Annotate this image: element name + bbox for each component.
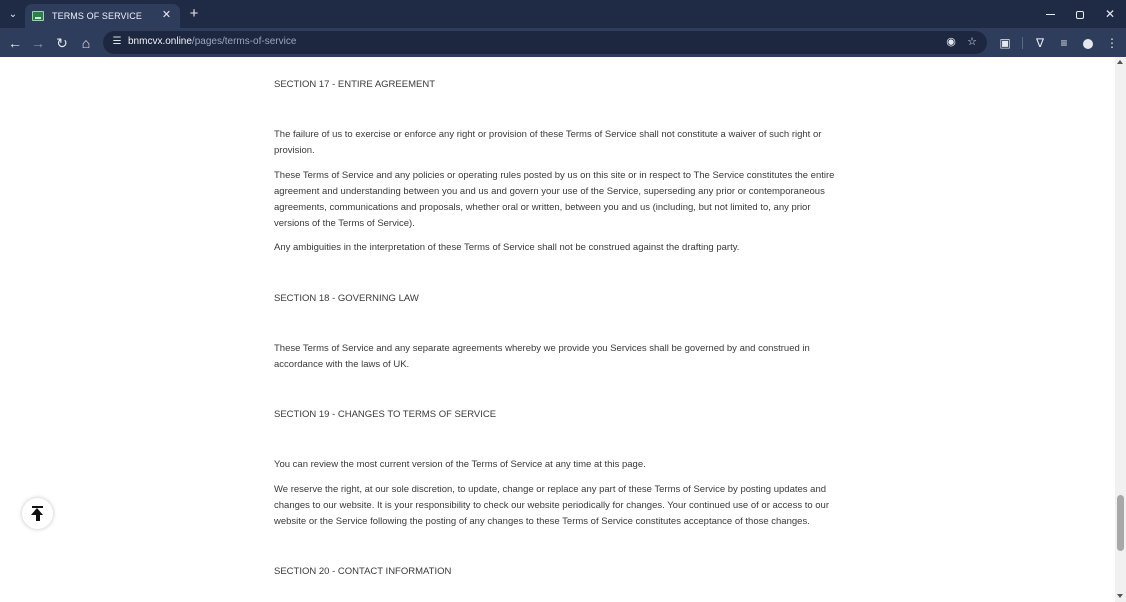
paragraph: You can review the most current version of the Terms of Service at any time at this page. [274,459,646,470]
section-heading: SECTION 20 - CONTACT INFORMATION [274,566,452,577]
browser-toolbar [0,28,1126,57]
back-to-top-button[interactable] [22,498,53,529]
reload-icon[interactable]: ↻ [56,35,68,51]
browser-tab[interactable] [25,4,180,28]
address-bar[interactable] [103,31,987,54]
url-host: bnmcvx.online [128,36,192,47]
paragraph: We reserve the right, at our sole discretion, to update, change or replace any part of these Terms of Service by posting updates and changes to our website. It is your responsibility to check our website periodically for changes. Your continued use of or access to our website or the Service following the posting of any changes to these Terms of Service constitutes acceptance of those changes. [274,484,829,527]
paragraph: Any ambiguities in the interpretation of these Terms of Service shall not be construed against the drafting party. [274,242,740,253]
back-to-top-icon [22,498,53,529]
section-heading: SECTION 18 - GOVERNING LAW [274,293,419,304]
favicon-icon [32,11,44,21]
eye-off-icon[interactable]: ◉ [946,36,956,48]
plus-icon[interactable]: + [189,5,199,22]
section-heading: SECTION 19 - CHANGES TO TERMS OF SERVICE [274,409,497,420]
paragraph: These Terms of Service and any policies or operating rules posted by us on this site or in respect to The Service constitutes the entire agreement and understanding between you and us and govern your use of the Service, superseding any prior or contemporaneous agreements, communications and proposals, whether oral or written, between you and us (including, but not limited to, any prior versions of the Terms of Service). [274,170,835,229]
close-icon[interactable]: ✕ [161,9,172,21]
home-icon[interactable]: ⌂ [81,35,91,51]
scrollbar-thumb[interactable] [1117,495,1124,551]
scroll-up-icon[interactable] [1117,60,1123,64]
star-icon[interactable]: ☆ [967,36,977,48]
tune-icon[interactable]: ☰ [112,36,122,47]
paragraph: These Terms of Service and any separate agreements whereby we provide you Services shall be governed by and construed in accordance with the laws of UK. [274,343,810,370]
page-viewport [0,57,1115,602]
toolbar-divider [1022,37,1023,49]
window-close-icon[interactable]: ✕ [1104,7,1116,21]
scroll-down-icon[interactable] [1117,594,1123,598]
url-text[interactable] [128,36,296,47]
kebab-menu-icon[interactable]: ⋮ [1106,36,1118,50]
url-path: /pages/terms-of-service [191,36,297,47]
browser-title-bar [0,0,1126,28]
paragraph: The failure of us to exercise or enforce any right or provision of these Terms of Service shall not constitute a waiver of such right or provision. [274,129,822,156]
minimize-icon[interactable] [1037,4,1063,24]
puzzle-icon[interactable]: ▣ [999,36,1011,50]
back-arrow-icon[interactable]: ← [8,35,22,51]
page-scrollbar[interactable] [1115,57,1126,602]
profile-icon[interactable] [1079,34,1097,52]
section-heading: SECTION 17 - ENTIRE AGREEMENT [274,79,435,90]
restore-icon[interactable] [1067,4,1093,24]
flask-icon[interactable]: ∇ [1035,36,1045,50]
forward-arrow-icon[interactable]: → [31,35,45,51]
media-controls-icon[interactable]: ≡ [1060,36,1068,50]
chevron-down-icon[interactable]: ⌄ [8,8,18,20]
tab-title: TERMS OF SERVICE [52,11,142,21]
